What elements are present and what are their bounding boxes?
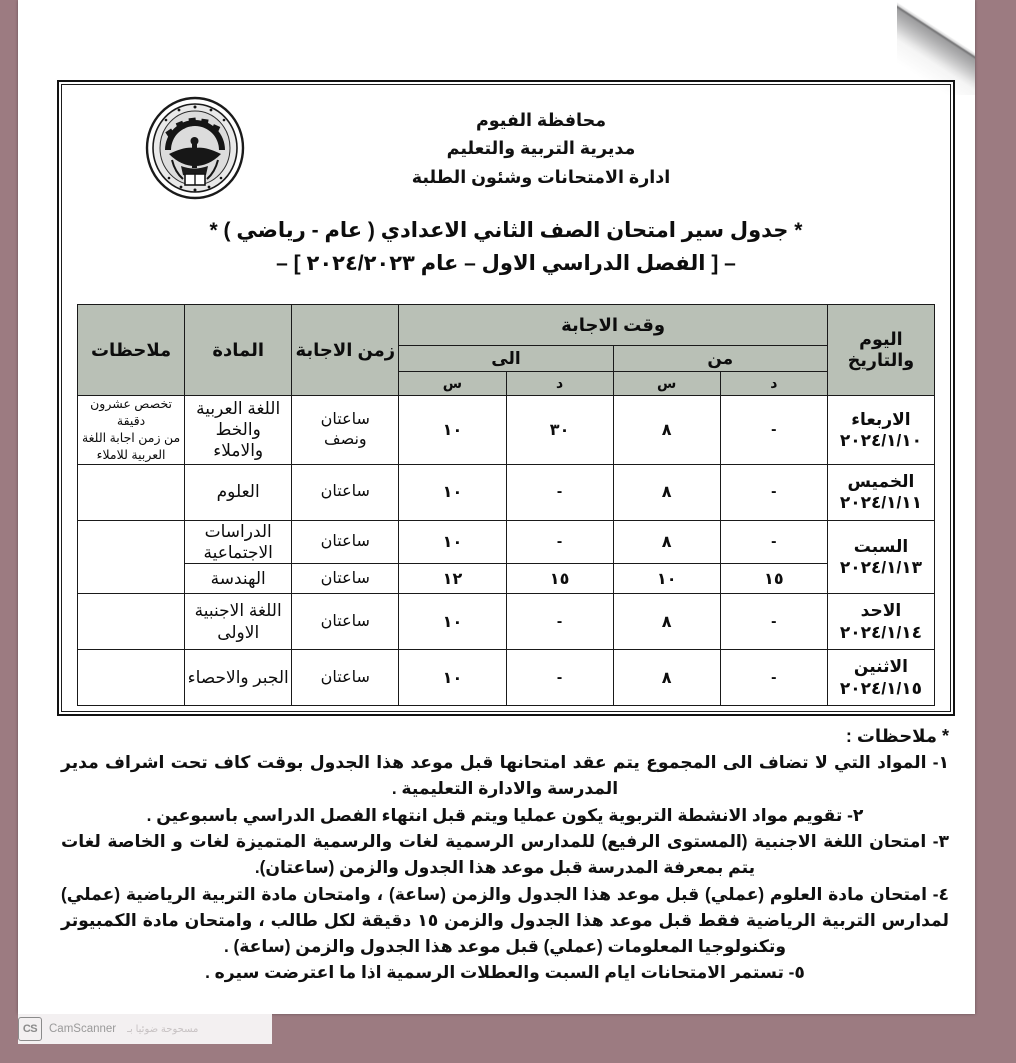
- cell-to-hour: ١٠: [399, 650, 506, 706]
- camscanner-badge-icon: CS: [18, 1017, 42, 1041]
- organization-heading: [331, 106, 751, 191]
- cell-from-hour: ١٠: [613, 564, 720, 594]
- cell-day-date: [827, 520, 934, 594]
- header-from: من: [613, 346, 827, 372]
- cell-from-hour: ٨: [613, 520, 720, 564]
- cell-duration: ساعتان: [292, 464, 399, 520]
- note-item-2: ٢- تقويم مواد الانشطة التربوية يكون عمليا ويتم قبل انتهاء الفصل الدراسي باسبوعين .: [146, 804, 864, 825]
- cell-from-hour: ٨: [613, 650, 720, 706]
- cell-note: [78, 396, 185, 465]
- header-to-minute: د: [506, 372, 613, 396]
- duration-line-1: ساعتان: [320, 411, 370, 429]
- title-line-2: – [ الفصل الدراسي الاول – عام ٢٠٢٤/٢٠٢٣ ] –: [276, 252, 736, 276]
- cell-to-hour: ١٠: [399, 594, 506, 650]
- table-row: [78, 520, 935, 564]
- cell-subject: الدراسات الاجتماعية: [185, 520, 292, 564]
- notes-title: * ملاحظات :: [845, 726, 949, 746]
- ministry-seal-icon: [139, 94, 251, 202]
- table-row: [78, 594, 935, 650]
- note-item-3: ٣- امتحان اللغة الاجنبية (المستوى الرفيع) للمدارس الرسمية لغات والرسمية المتميزة لغات و الخاصة لغات يتم بمعرفة المدرسة قبل موعد هذا الجدول والزمن (ساعتان).: [61, 831, 949, 878]
- cell-day-date: [827, 594, 934, 650]
- cell-to-minute: ١٥: [506, 564, 613, 594]
- day-name: الاربعاء: [851, 409, 911, 429]
- cell-duration: ساعتان: [292, 520, 399, 564]
- cell-to-hour: ١٢: [399, 564, 506, 594]
- cell-from-minute: ١٥: [720, 564, 827, 594]
- cell-from-minute: -: [720, 650, 827, 706]
- exam-schedule-table: [77, 304, 935, 706]
- day-date: ٢٠٢٤/١/١٠: [839, 430, 922, 450]
- org-line-department: ادارة الامتحانات وشئون الطلبة: [411, 166, 671, 187]
- note-line-1: تخصص عشرون دقيقة: [90, 397, 173, 428]
- cell-day-date: [827, 396, 934, 465]
- header-notes: ملاحظات: [78, 305, 185, 396]
- day-name: الاحد: [860, 601, 902, 621]
- header-subject: المادة: [185, 305, 292, 396]
- cell-subject: الهندسة: [185, 564, 292, 594]
- letterhead: [61, 88, 951, 208]
- cell-to-hour: ١٠: [399, 520, 506, 564]
- table-head: [78, 305, 935, 396]
- day-date: ٢٠٢٤/١/١٣: [839, 557, 922, 577]
- cell-to-hour: ١٠: [399, 396, 506, 465]
- table-header-row-1: [78, 305, 935, 346]
- day-name: السبت: [853, 536, 909, 556]
- cell-day-date: [827, 464, 934, 520]
- day-date: ٢٠٢٤/١/١٥: [839, 678, 922, 698]
- cell-from-minute: -: [720, 396, 827, 465]
- cell-subject: العلوم: [185, 464, 292, 520]
- table-row: [78, 396, 935, 465]
- camscanner-label: CamScanner: [49, 1023, 117, 1035]
- cell-duration: ساعتان: [292, 564, 399, 594]
- header-from-hour: س: [613, 372, 720, 396]
- cell-subject: اللغة الاجنبية الاولى: [185, 594, 292, 650]
- table-row: [78, 650, 935, 706]
- subject-line-2: والاملاء: [213, 441, 264, 461]
- cell-to-minute: -: [506, 650, 613, 706]
- cell-from-hour: ٨: [613, 464, 720, 520]
- cell-from-hour: ٨: [613, 396, 720, 465]
- table-body: [78, 396, 935, 706]
- note-line-2: من زمن اجابة اللغة العربية للاملاء: [81, 430, 181, 462]
- scanned-document-page: [18, 0, 975, 1014]
- cell-from-minute: -: [720, 520, 827, 564]
- cell-to-minute: -: [506, 594, 613, 650]
- header-to: الى: [399, 346, 613, 372]
- exam-schedule-table-wrapper: [77, 304, 935, 706]
- title-line-1: * جدول سير امتحان الصف الثاني الاعدادي ( عام - رياضي ) *: [209, 219, 803, 242]
- note-item-5: ٥- تستمر الامتحانات ايام السبت والعطلات الرسمية اذا ما اعترضت سيره .: [205, 962, 805, 983]
- cell-duration: ساعتان: [292, 594, 399, 650]
- note-item-4: ٤- امتحان مادة العلوم (عملي) قبل موعد هذا الجدول والزمن (ساعة) ، وامتحان مادة التربية الرياضية (عملي) لمدارس التربية الرياضية فقط قبل موعد هذا الجدول والزمن ١٥ دقيقة لكل طالب ، وامتحان مادة الكمبيوتر وتكنولوجيا المعلومات (عملي) قبل موعد هذا الجدول والزمن (ساعة) .: [61, 883, 950, 956]
- cell-from-minute: -: [720, 594, 827, 650]
- day-date: ٢٠٢٤/١/١٤: [839, 622, 922, 642]
- cell-duration: [292, 396, 399, 465]
- cell-from-hour: ٨: [613, 594, 720, 650]
- header-to-hour: س: [399, 372, 506, 396]
- cell-subject: [185, 396, 292, 465]
- header-answer-time: وقت الاجابة: [399, 305, 828, 346]
- day-name: الاثنين: [853, 657, 908, 677]
- org-line-governorate: محافظة الفيوم: [475, 110, 607, 130]
- org-line-directorate: مديرية التربية والتعليم: [446, 138, 636, 159]
- subject-line-1: اللغة العربية والخط: [196, 398, 281, 440]
- header-from-minute: د: [720, 372, 827, 396]
- cell-to-minute: -: [506, 464, 613, 520]
- cell-note: [78, 650, 185, 706]
- cell-to-hour: ١٠: [399, 464, 506, 520]
- page-title: [61, 216, 951, 280]
- table-row: [78, 464, 935, 520]
- note-item-1: ١- المواد التي لا تضاف الى المجموع يتم عقد امتحانها قبل موعد هذا الجدول بوقت كاف تحت اشراف مدير المدرسة والادارة التعليمية .: [61, 752, 949, 798]
- cell-to-minute: ٣٠: [506, 396, 613, 465]
- cell-from-minute: -: [720, 464, 827, 520]
- header-duration: زمن الاجابة: [292, 305, 399, 396]
- cell-subject: الجبر والاحصاء: [185, 650, 292, 706]
- header-day-date: اليوم والتاريخ: [827, 305, 934, 396]
- cell-to-minute: -: [506, 520, 613, 564]
- cell-note: [78, 464, 185, 520]
- cell-note: [78, 594, 185, 650]
- camscanner-watermark: [18, 1014, 272, 1044]
- cell-duration: ساعتان: [292, 650, 399, 706]
- day-date: ٢٠٢٤/١/١١: [839, 493, 922, 512]
- cell-day-date: [827, 650, 934, 706]
- notes-section: [61, 726, 949, 987]
- camscanner-label-arabic: مسحوحة ضوئيا بـ: [127, 1023, 199, 1035]
- table-row: [78, 564, 935, 594]
- cell-note: [78, 520, 185, 594]
- duration-line-2: ونصف: [324, 430, 367, 448]
- day-name: الخميس: [847, 471, 915, 491]
